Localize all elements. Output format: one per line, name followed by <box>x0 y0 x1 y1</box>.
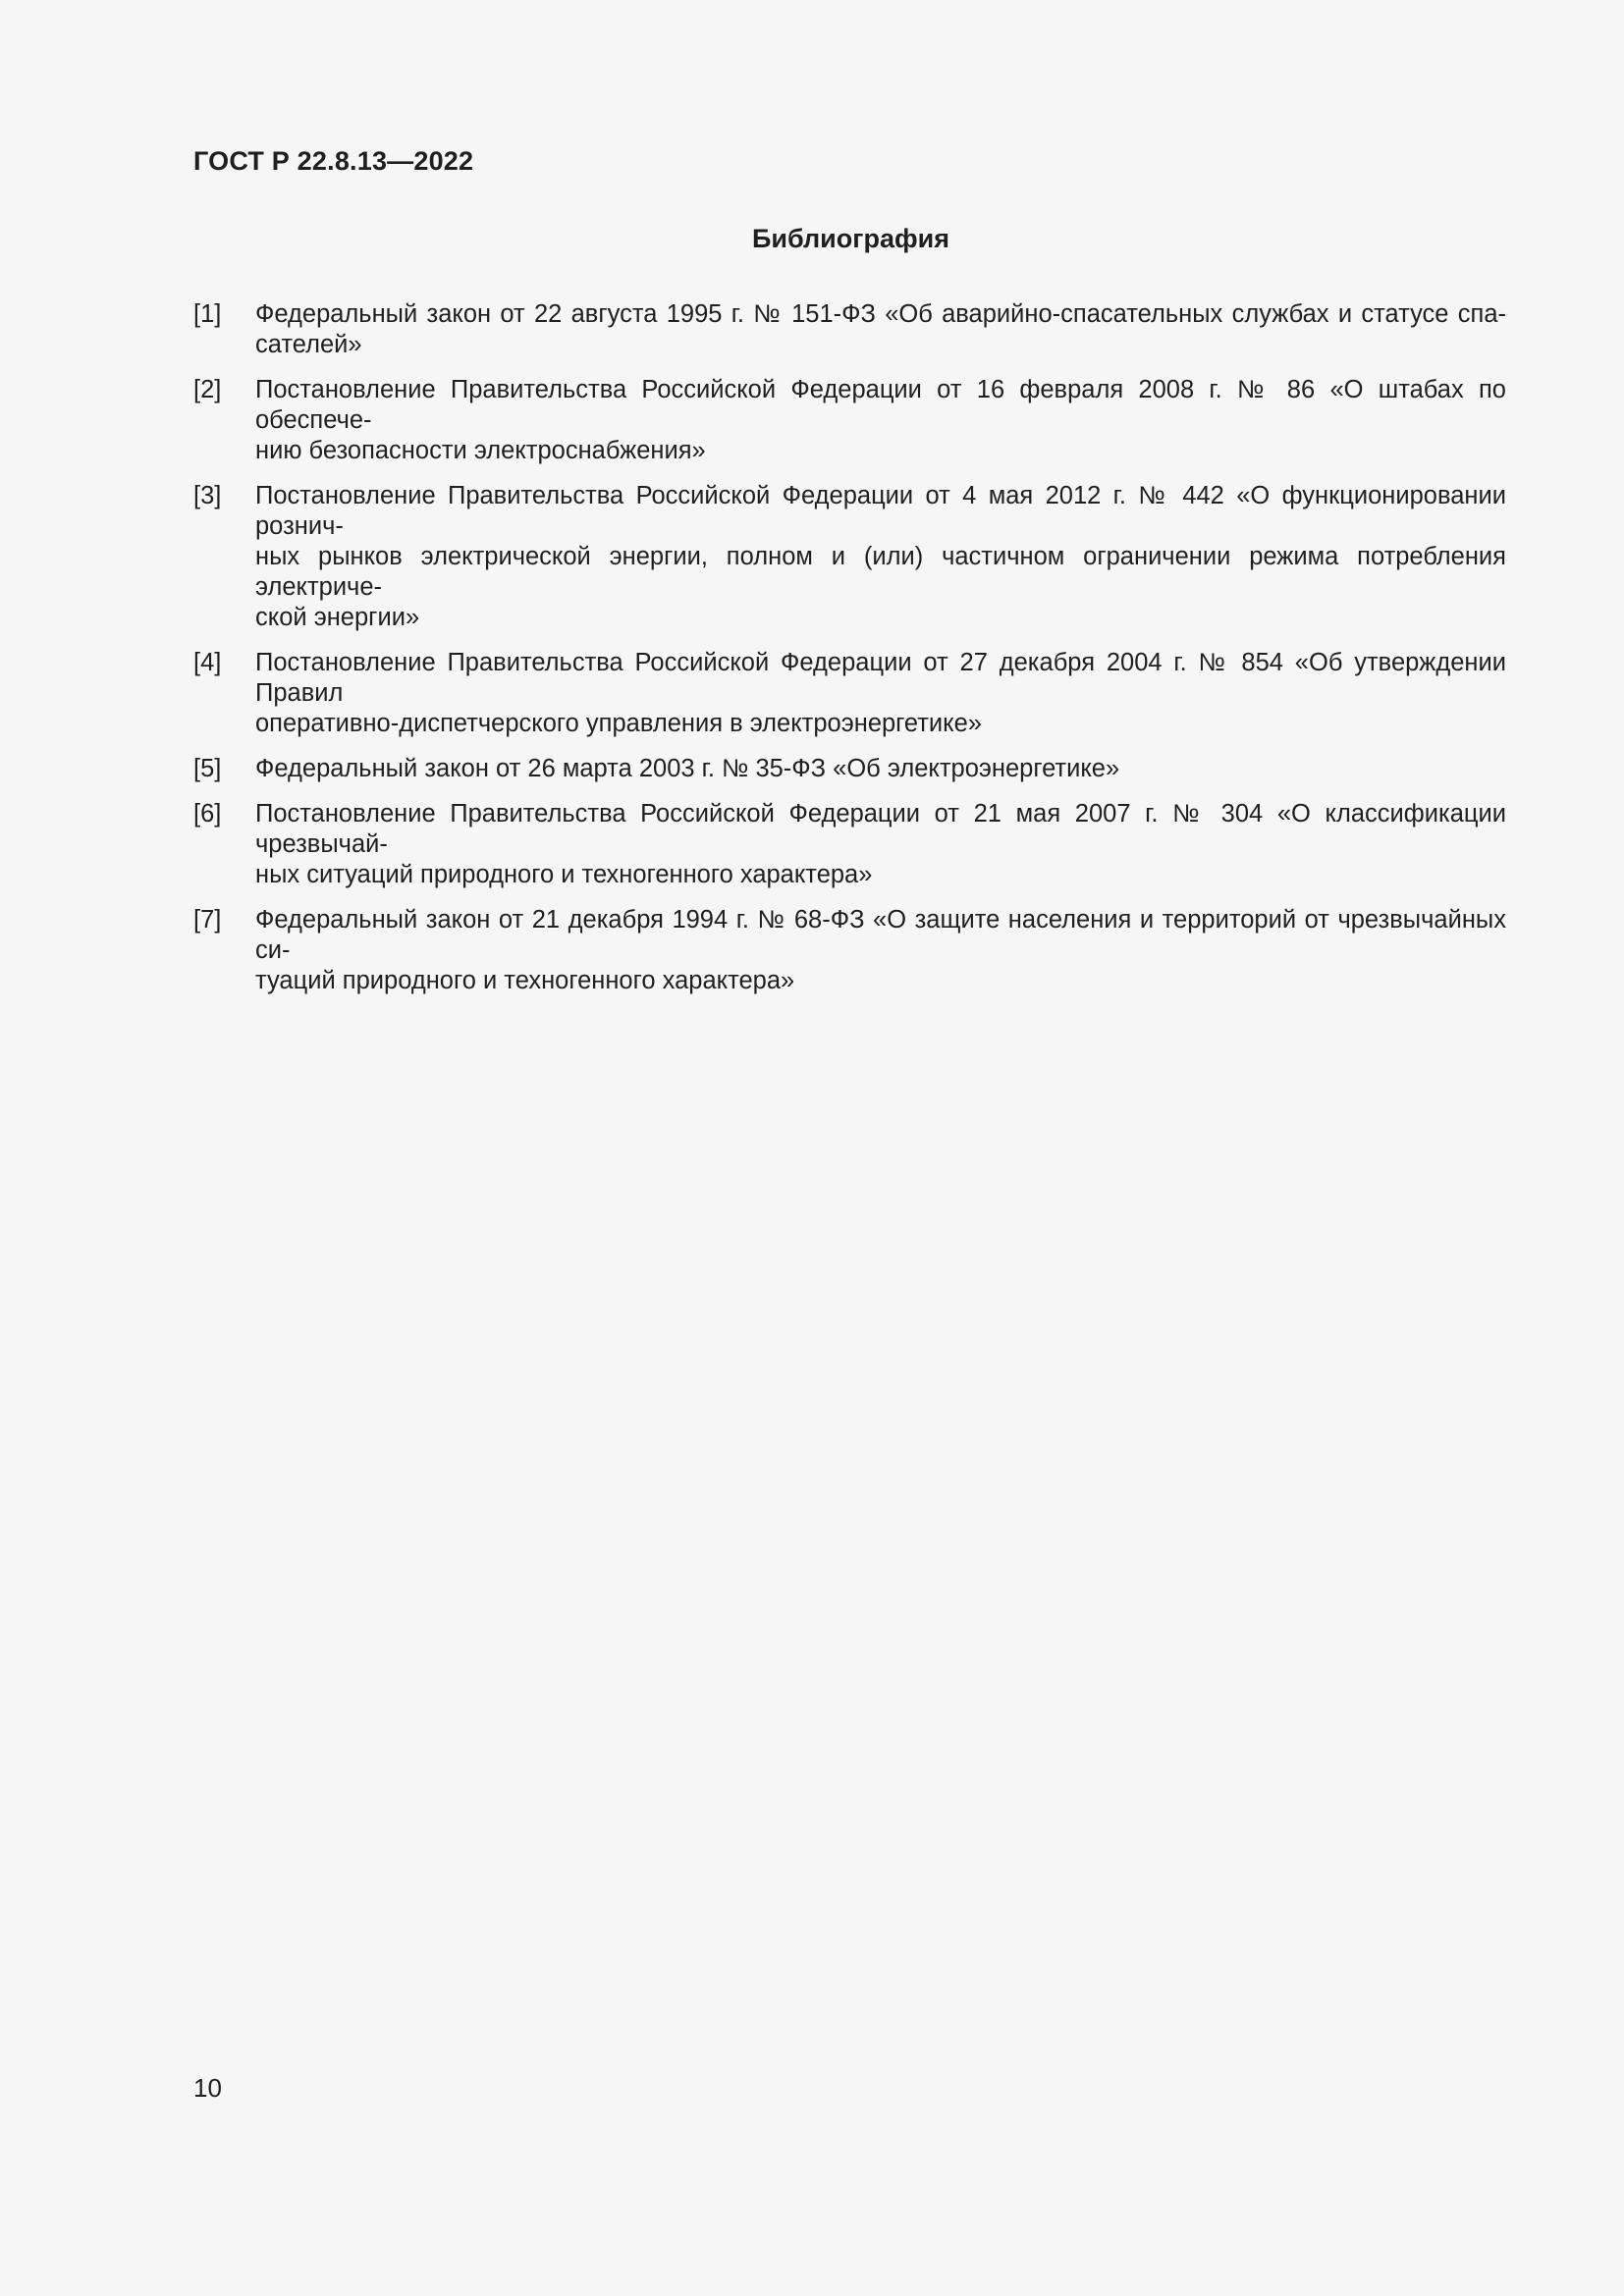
reference-line: оперативно-диспетчерского управления в электроэнергетике» <box>255 710 982 737</box>
reference-item <box>193 375 1506 466</box>
document-code-header: ГОСТ Р 22.8.13—2022 <box>193 146 474 176</box>
reference-line: Федеральный закон от 21 декабря 1994 г. № 68-ФЗ «О защите населения и территорий от чрезвычайных си- <box>255 906 1506 964</box>
reference-number: [3] <box>193 482 222 509</box>
reference-line: туаций природного и техногенного характера» <box>255 967 795 994</box>
reference-item <box>193 481 1506 633</box>
reference-number: [5] <box>193 755 222 782</box>
reference-item <box>193 799 1506 890</box>
reference-number: [7] <box>193 906 222 934</box>
reference-number: [1] <box>193 300 222 328</box>
reference-line: Федеральный закон от 22 августа 1995 г. № 151-ФЗ «Об аварийно-спасательных службах и статусе спа- <box>255 300 1506 328</box>
reference-text <box>255 375 1506 466</box>
reference-item <box>193 299 1506 360</box>
reference-line: ных ситуаций природного и техногенного характера» <box>255 861 873 888</box>
reference-text <box>255 905 1506 996</box>
reference-number: [2] <box>193 376 222 403</box>
reference-text <box>255 648 1506 739</box>
reference-item <box>193 648 1506 739</box>
page-number: 10 <box>193 2073 222 2103</box>
reference-text <box>255 799 1506 890</box>
reference-text <box>255 481 1506 633</box>
reference-item <box>193 905 1506 996</box>
bibliography-title: Библиография <box>752 224 949 253</box>
reference-item <box>193 754 1506 784</box>
reference-line: Постановление Правительства Российской Федерации от 27 декабря 2004 г. № 854 «Об утверждении Правил <box>255 649 1506 707</box>
reference-text <box>255 754 1506 784</box>
reference-line: Постановление Правительства Российской Федерации от 4 мая 2012 г. № 442 «О функционировании рознич- <box>255 482 1506 540</box>
reference-line: ской энергии» <box>255 604 420 631</box>
reference-line: ных рынков электрической энергии, полном и (или) частичном ограничении режима потребления электриче- <box>255 543 1506 601</box>
reference-line: нию безопасности электроснабжения» <box>255 437 706 464</box>
reference-line: сателей» <box>255 331 362 358</box>
reference-line: Постановление Правительства Российской Федерации от 21 мая 2007 г. № 304 «О классификации чрезвычай- <box>255 800 1506 858</box>
reference-number: [4] <box>193 649 222 676</box>
reference-list <box>193 299 1506 1011</box>
reference-text <box>255 299 1506 360</box>
reference-number: [6] <box>193 800 222 828</box>
reference-line: Постановление Правительства Российской Федерации от 16 февраля 2008 г. № 86 «О штабах по обеспече- <box>255 376 1506 434</box>
reference-line: Федеральный закон от 26 марта 2003 г. № 35-ФЗ «Об электроэнергетике» <box>255 755 1120 782</box>
